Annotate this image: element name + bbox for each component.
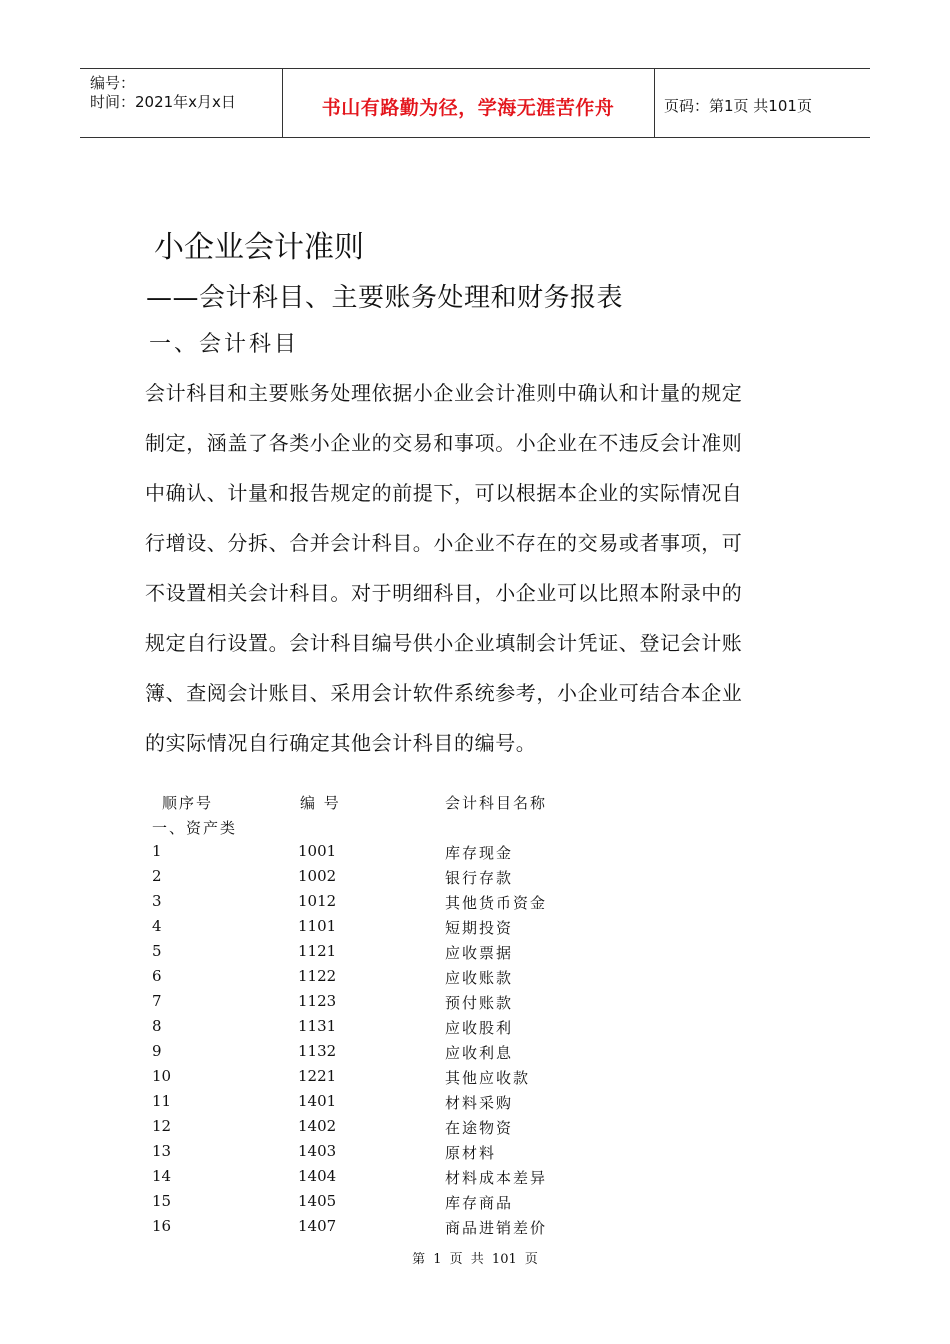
row-sequence: 10 [152,1067,172,1085]
row-sequence: 5 [152,942,162,960]
row-code: 1405 [298,1192,337,1210]
row-account-name: 银行存款 [445,869,514,887]
row-code: 1221 [298,1067,337,1085]
paragraph-line: 中确认、计量和报告规定的前提下，可以根据本企业的实际情况自 [145,481,743,505]
header-motto-cell [282,69,655,137]
document-date: 时间：2021年x月x日 [90,93,236,111]
column-header-sequence: 顺序号 [162,794,214,812]
paragraph-line: 会计科目和主要账务处理依据小企业会计准则中确认和计量的规定 [145,381,743,405]
row-code: 1002 [298,867,337,885]
column-header-code: 编 号 [300,794,341,812]
row-account-name: 应收利息 [445,1044,514,1062]
account-category: 一、资产类 [152,819,238,837]
row-sequence: 1 [152,842,162,860]
row-account-name: 材料成本差异 [445,1169,548,1187]
row-code: 1403 [298,1142,337,1160]
row-account-name: 预付账款 [445,994,514,1012]
row-code: 1012 [298,892,337,910]
row-sequence: 14 [152,1167,172,1185]
row-account-name: 应收账款 [445,969,514,987]
paragraph-line: 制定，涵盖了各类小企业的交易和事项。小企业在不违反会计准则 [145,431,743,455]
row-account-name: 原材料 [445,1144,497,1162]
row-account-name: 在途物资 [445,1119,514,1137]
row-code: 1131 [298,1017,337,1035]
paragraph-line: 的实际情况自行确定其他会计科目的编号。 [145,731,537,755]
row-code: 1404 [298,1167,337,1185]
row-account-name: 其他货币资金 [445,894,548,912]
row-account-name: 库存商品 [445,1194,514,1212]
row-code: 1123 [298,992,337,1010]
row-account-name: 材料采购 [445,1094,514,1112]
row-sequence: 4 [152,917,162,935]
row-sequence: 6 [152,967,162,985]
page-footer: 第 1 页 共 101 页 [412,1252,538,1267]
row-account-name: 其他应收款 [445,1069,531,1087]
row-sequence: 16 [152,1217,172,1235]
row-sequence: 8 [152,1017,162,1035]
row-code: 1001 [298,842,337,860]
header-motto: 书山有路勤为径，学海无涯苦作舟 [321,97,615,119]
row-sequence: 2 [152,867,162,885]
row-sequence: 15 [152,1192,172,1210]
row-code: 1101 [298,917,337,935]
row-code: 1132 [298,1042,337,1060]
column-header-account-name: 会计科目名称 [445,794,548,812]
row-code: 1402 [298,1117,337,1135]
row-sequence: 13 [152,1142,172,1160]
header-info-cell [80,69,283,137]
row-sequence: 9 [152,1042,162,1060]
row-account-name: 库存现金 [445,844,514,862]
row-sequence: 11 [152,1092,172,1110]
document-title: 小企业会计准则 [154,230,364,265]
paragraph-line: 行增设、分拆、合并会计科目。小企业不存在的交易或者事项，可 [145,531,743,555]
page-header [80,68,870,138]
document-subtitle: ——会计科目、主要账务处理和财务报表 [146,283,624,313]
row-code: 1122 [298,967,337,985]
row-account-name: 应收票据 [445,944,514,962]
row-sequence: 3 [152,892,162,910]
row-account-name: 短期投资 [445,919,514,937]
row-account-name: 商品进销差价 [445,1219,548,1237]
row-code: 1401 [298,1092,337,1110]
row-code: 1407 [298,1217,337,1235]
row-sequence: 12 [152,1117,172,1135]
paragraph-line: 簿、查阅会计账目、采用会计软件系统参考，小企业可结合本企业 [145,681,743,705]
section-heading: 一、会计科目 [149,332,300,357]
header-page-count: 页码：第1页 共101页 [664,97,812,115]
row-code: 1121 [298,942,337,960]
document-code-label: 编号： [90,74,136,92]
row-sequence: 7 [152,992,162,1010]
header-page-cell [654,69,870,137]
paragraph-line: 规定自行设置。会计科目编号供小企业填制会计凭证、登记会计账 [145,631,743,655]
paragraph-line: 不设置相关会计科目。对于明细科目，小企业可以比照本附录中的 [145,581,743,605]
row-account-name: 应收股利 [445,1019,514,1037]
